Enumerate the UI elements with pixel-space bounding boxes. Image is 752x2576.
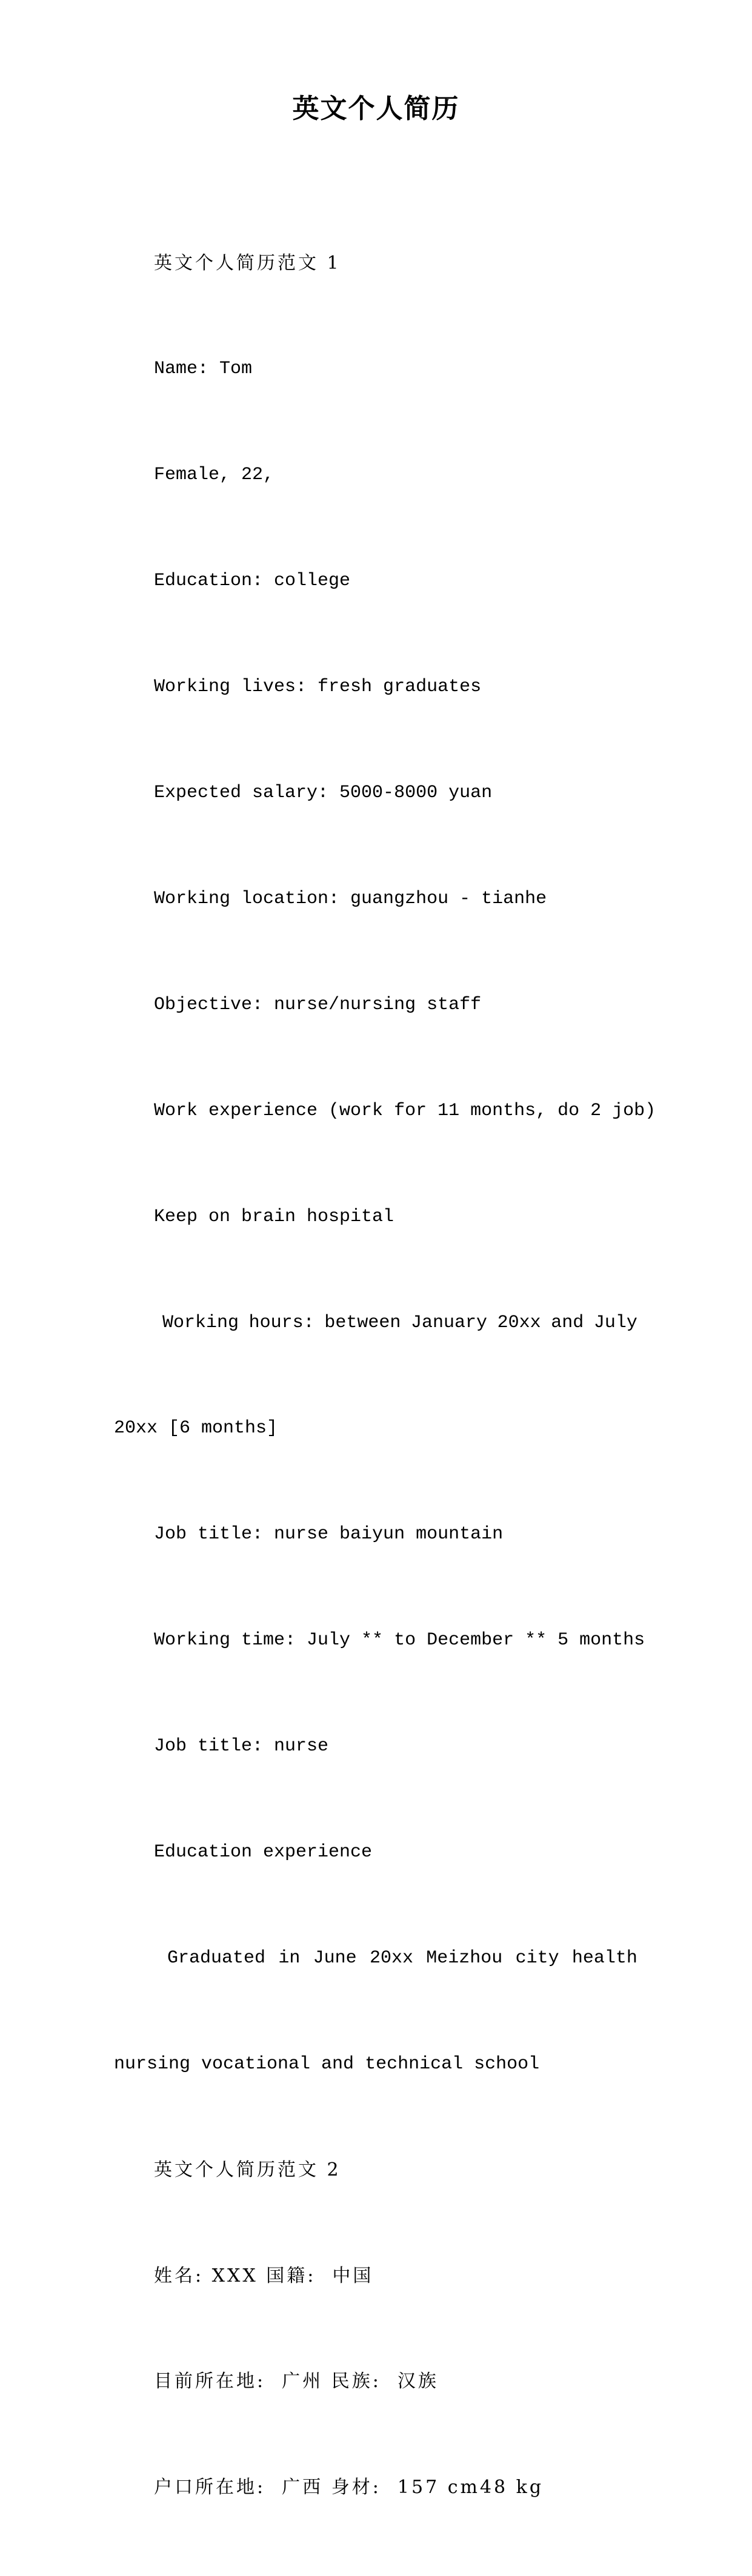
line-graduated (114, 1941, 637, 1976)
line-expected-salary: Expected salary: 5000-8000 yuan (154, 783, 493, 804)
word: June (313, 1947, 357, 1968)
word: Working (162, 1312, 239, 1333)
line-objective: Objective: nurse/nursing staff (154, 994, 482, 1015)
document-body (114, 175, 656, 2576)
line-name: Name: Tom (154, 359, 253, 380)
word: and (551, 1312, 584, 1333)
document-title: 英文个人简历 (292, 93, 460, 124)
line-job-title-2: Job title: nurse (154, 1736, 329, 1757)
word: 20xx (369, 1947, 413, 1968)
line-working-location: Working location: guangzhou - tianhe (154, 888, 547, 909)
line-gender-age: Female, 22, (154, 465, 275, 486)
word: July (593, 1312, 637, 1333)
word: Graduated (167, 1947, 266, 1968)
line-working-lives: Working lives: fresh graduates (154, 677, 482, 698)
word: in (278, 1947, 301, 1968)
word: January (410, 1312, 487, 1333)
line-work-experience: Work experience (work for 11 months, do 2 job) (154, 1100, 656, 1121)
section-heading-1: 英文个人简历范文 1 (154, 252, 341, 274)
section-heading-2: 英文个人简历范文 2 (154, 2159, 341, 2180)
word: 20xx (497, 1312, 541, 1333)
line-working-hours (114, 1305, 637, 1340)
line-hukou-stature: 户口所在地: 广西 身材: 157 cm48 kg (154, 2477, 544, 2498)
word: hours: (248, 1312, 314, 1333)
word: between (324, 1312, 401, 1333)
line-location-ethnicity: 目前所在地: 广州 民族: 汉族 (154, 2371, 439, 2392)
line-keep-on: Keep on brain hospital (154, 1206, 394, 1227)
word: Meizhou (426, 1947, 503, 1968)
line-name-nationality: 姓名: XXX 国籍: 中国 (154, 2265, 374, 2286)
line-working-time: Working time: July ** to December ** 5 months (154, 1630, 645, 1651)
line-working-hours-cont: 20xx [6 months] (114, 1418, 278, 1439)
line-graduated-cont: nursing vocational and technical school (114, 2053, 540, 2074)
word: city (515, 1947, 559, 1968)
line-education-experience: Education experience (154, 1841, 373, 1862)
line-education: Education: college (154, 571, 351, 592)
word: health (571, 1947, 637, 1968)
line-job-title-1: Job title: nurse baiyun mountain (154, 1524, 504, 1545)
